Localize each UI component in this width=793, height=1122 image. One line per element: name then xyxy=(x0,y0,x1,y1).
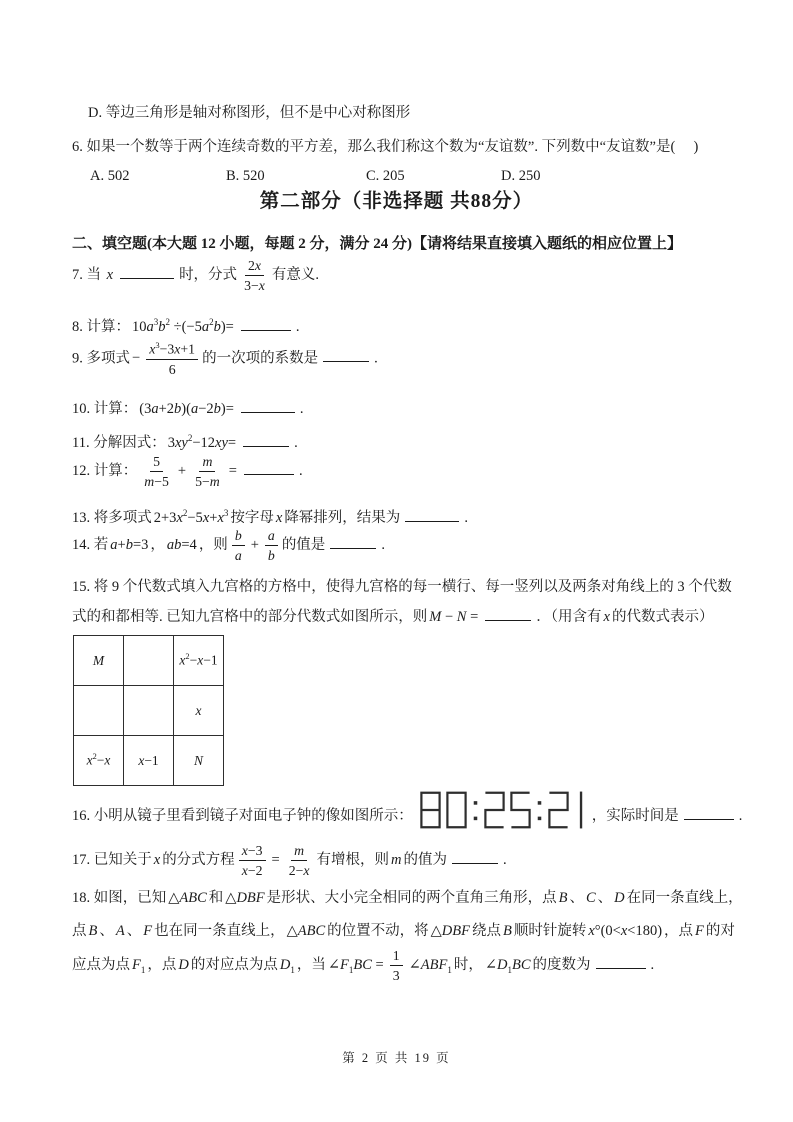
text-run: . xyxy=(738,808,743,824)
page-footer: 第 2 页 共 19 页 xyxy=(342,1051,451,1065)
text-run: 、 xyxy=(569,890,584,906)
question-16 xyxy=(72,789,744,831)
math-expression: ab=4 xyxy=(166,537,197,554)
question-17 xyxy=(72,842,744,879)
text-run: 的分式方程 xyxy=(162,852,235,869)
text-run: . xyxy=(294,435,298,451)
text-run: ，当 xyxy=(296,957,326,974)
grid-cell: $x^2-x-1$ xyxy=(174,636,224,686)
text-run: 将 9 个代数式填入九宫格的方格中，使得九宫格的每一横行、每一竖列以及两条对角线上的 3 个代数式的和都相等. 已知九宫格中的部分代数式如图所示，则 xyxy=(72,579,732,625)
text-run: 降幂排列，结果为 xyxy=(284,510,401,526)
text-run: 计算： xyxy=(93,401,138,417)
option-d: D. 250 xyxy=(501,168,541,184)
option-a: A. 502 xyxy=(90,168,130,184)
question-number: 15. xyxy=(72,579,94,595)
fraction xyxy=(390,947,403,984)
fraction-numerator: x−3 xyxy=(239,842,266,861)
math-expression: C xyxy=(586,890,596,906)
choice-option-d: D. 等边三角形是轴对称图形，但不是中心对称图形 xyxy=(88,105,411,121)
math-expression: = xyxy=(228,463,237,480)
text-run: 的一次项的系数是 xyxy=(202,350,319,367)
clock-digit-2 xyxy=(547,789,570,831)
grid-cell xyxy=(124,636,174,686)
answer-blank xyxy=(243,433,289,447)
question-number: 14. xyxy=(72,537,94,554)
question-12 xyxy=(72,453,744,490)
question-number: 7. xyxy=(72,267,87,284)
question-number: 17. xyxy=(72,852,94,869)
text-run: . xyxy=(650,957,655,974)
text-run: 当 xyxy=(86,267,105,284)
question-number: 13. xyxy=(72,510,94,526)
text-run: 将多项式 xyxy=(93,510,152,526)
text-run: 的位置不动，将 xyxy=(327,922,429,939)
text-run: . xyxy=(298,463,303,480)
option-c: C. 205 xyxy=(366,168,405,184)
text-run: 的对应点为点 xyxy=(72,922,735,974)
text-run: 的度数为 xyxy=(532,957,591,974)
math-expression: m xyxy=(391,852,402,869)
text-run: . xyxy=(374,350,378,367)
grid-cell xyxy=(124,686,174,736)
text-run: 有意义. xyxy=(271,267,319,284)
clock-digit-8 xyxy=(419,789,442,831)
text-run: 有增根，则 xyxy=(316,852,389,869)
fraction-denominator: 2−x xyxy=(288,863,310,879)
math-expression: $2+3x^2-5x+x^3$ xyxy=(153,508,229,526)
fraction-denominator: 5−m xyxy=(195,474,220,490)
question-9 xyxy=(72,340,744,378)
fraction-numerator: 2x xyxy=(245,257,264,276)
grid-cell: $x^2-x$ xyxy=(74,736,124,786)
digital-clock-display xyxy=(419,789,586,831)
text-run: 的代数式表示） xyxy=(611,609,714,625)
math-expression: $10a^3b^2 \div(-5a^2b)=$ xyxy=(132,317,234,335)
math-expression: $\angle ABF_1$ xyxy=(408,957,452,976)
question-number: 9. xyxy=(72,350,87,367)
table-row xyxy=(74,736,224,786)
math-expression: (3a+2b)(a−2b)= xyxy=(139,401,234,417)
text-run: 的对应点为点 xyxy=(190,957,278,974)
text-run: . xyxy=(295,319,300,335)
math-expression: F xyxy=(695,922,704,939)
math-expression: D xyxy=(614,890,625,906)
fraction xyxy=(192,453,223,490)
option-b: B. 520 xyxy=(226,168,265,184)
math-expression: B xyxy=(502,922,512,939)
question-14 xyxy=(72,527,744,564)
text-run: 小明从镜子里看到镜子对面电子钟的像如图所示： xyxy=(93,808,413,824)
clock-colon-icon xyxy=(535,789,544,831)
math-expression: △ABC xyxy=(286,922,326,939)
text-run: 分解因式： xyxy=(93,435,166,451)
fraction-denominator: m−5 xyxy=(144,474,169,490)
text-run: 、 xyxy=(126,922,142,939)
fraction-denominator: 6 xyxy=(168,361,176,377)
text-run: . xyxy=(502,852,507,869)
text-run: 的值为 xyxy=(403,852,447,869)
text-run: 绕点 xyxy=(471,922,501,939)
math-expression: − xyxy=(132,350,141,367)
fraction xyxy=(265,527,278,564)
text-run: ，实际时间是 xyxy=(591,808,679,824)
answer-blank xyxy=(241,399,295,413)
math-expression: $\angle F_1BC$ = xyxy=(327,957,384,976)
math-expression: △DBF xyxy=(225,890,265,906)
text-run: 已知关于 xyxy=(93,852,152,869)
answer-blank xyxy=(241,317,291,331)
question-6-text: 如果一个数等于两个连续奇数的平方差，那么我们称这个数为“友谊数”. 下列数中“友谊数”是( ) xyxy=(86,139,699,155)
fill-in-section-header: 二、填空题(本大题 12 小题，每题 2 分，满分 24 分)【请将结果直接填入题纸的相应位置上】 xyxy=(72,236,682,252)
question-6-label: 6. xyxy=(72,139,83,155)
answer-blank xyxy=(485,607,531,621)
text-run: . xyxy=(381,537,385,554)
math-expression: $\angle D_1BC$ xyxy=(484,957,531,976)
math-expression: $3xy^2-12xy=$ xyxy=(167,433,237,451)
text-run: 计算： xyxy=(93,463,138,480)
clock-digit-0 xyxy=(445,789,468,831)
math-expression: F xyxy=(143,922,153,939)
math-expression: a+b=3 xyxy=(110,537,149,554)
question-number: 10. xyxy=(72,401,94,417)
fraction-numerator: $x^3-3x+1$ xyxy=(146,340,198,360)
text-run: ．（用含有 xyxy=(536,609,602,625)
math-expression: x°(0<x<180) xyxy=(588,922,663,939)
table-row xyxy=(74,636,224,686)
math-expression: = xyxy=(271,852,280,869)
math-expression: △ABC xyxy=(168,890,207,906)
text-run: 在同一条直线上，点 xyxy=(72,890,743,939)
math-expression: D xyxy=(178,957,189,974)
fraction-denominator: x−2 xyxy=(241,863,263,879)
question-18 xyxy=(72,882,744,985)
answer-blank xyxy=(120,265,174,279)
math-expression: x xyxy=(275,510,283,526)
answer-blank xyxy=(244,461,294,475)
text-run: . xyxy=(464,510,468,526)
fraction xyxy=(241,257,268,294)
fraction xyxy=(146,340,198,378)
answer-blank xyxy=(405,508,459,522)
text-run: 按字母 xyxy=(230,510,274,526)
text-run: . xyxy=(299,401,304,417)
section-title: 第二部分（非选择题 共88分） xyxy=(259,191,534,212)
question-7 xyxy=(72,257,744,294)
math-expression: B xyxy=(88,922,98,939)
text-run: 的值是 xyxy=(281,537,326,554)
fraction xyxy=(232,527,245,564)
fraction-numerator: a xyxy=(265,527,278,546)
text-run: 计算： xyxy=(86,319,130,335)
fraction-numerator: 5 xyxy=(150,453,163,472)
fraction-denominator: 3−x xyxy=(244,278,265,294)
text-run: ，点 xyxy=(147,957,177,974)
fraction xyxy=(141,453,172,490)
math-expression: $D_1$ xyxy=(279,957,295,976)
math-expression: $F_1$ xyxy=(132,957,146,976)
text-run: 时， xyxy=(453,957,483,974)
math-expression: + xyxy=(177,463,187,480)
fraction-denominator: b xyxy=(267,548,275,564)
text-run: 若 xyxy=(93,537,109,554)
grid-cell: x xyxy=(174,686,224,736)
text-run: ，点 xyxy=(664,922,694,939)
question-15 xyxy=(72,572,744,632)
math-expression: + xyxy=(250,537,259,554)
magic-square-body xyxy=(74,636,224,786)
text-run: 多项式 xyxy=(86,350,130,367)
fraction xyxy=(286,842,313,879)
text-run: 如图，已知 xyxy=(93,890,167,906)
table-row xyxy=(74,686,224,736)
question-number: 12. xyxy=(72,463,94,480)
fraction-numerator: b xyxy=(232,527,245,546)
fraction xyxy=(239,842,266,879)
question-number: 18. xyxy=(72,890,94,906)
clock-digit-5 xyxy=(509,789,532,831)
math-expression: △DBF xyxy=(430,922,470,939)
text-run: ，则 xyxy=(198,537,228,554)
fraction-numerator: 1 xyxy=(390,947,403,966)
clock-digit-1 xyxy=(573,789,586,831)
text-run: 顺时针旋转 xyxy=(513,922,587,939)
grid-cell: x−1 xyxy=(124,736,174,786)
fraction-numerator: m xyxy=(291,842,307,861)
answer-blank xyxy=(452,850,498,864)
answer-blank xyxy=(596,956,646,970)
grid-cell xyxy=(74,686,124,736)
magic-square-table xyxy=(73,635,224,786)
fraction-denominator: 3 xyxy=(392,968,400,984)
answer-blank xyxy=(323,349,369,363)
question-6 xyxy=(72,132,744,162)
question-number: 16. xyxy=(72,808,94,824)
math-expression: B xyxy=(558,890,568,906)
text-run: 也在同一条直线上， xyxy=(154,922,285,939)
question-8 xyxy=(72,312,744,342)
math-expression: M − N = xyxy=(429,609,479,625)
grid-cell: N xyxy=(174,736,224,786)
math-expression: x xyxy=(603,609,610,625)
question-number: 8. xyxy=(72,319,87,335)
question-10 xyxy=(72,394,744,424)
answer-blank xyxy=(330,535,376,549)
clock-digit-2 xyxy=(483,789,506,831)
fraction-denominator: a xyxy=(234,548,242,564)
text-run: ， xyxy=(150,537,165,554)
grid-cell: M xyxy=(74,636,124,686)
text-run: 时，分式 xyxy=(179,267,238,284)
text-run: 是形状、大小完全相同的两个直角三角形，点 xyxy=(266,890,557,906)
fraction-numerator: m xyxy=(199,453,215,472)
math-expression: x xyxy=(153,852,161,869)
text-run: 和 xyxy=(208,890,224,906)
math-expression: x xyxy=(106,267,114,284)
question-number: 11. xyxy=(72,435,94,451)
math-expression: A xyxy=(115,922,125,939)
clock-colon-icon xyxy=(471,789,480,831)
text-run: 、 xyxy=(99,922,114,939)
text-run: 、 xyxy=(597,890,613,906)
answer-blank xyxy=(684,806,734,820)
